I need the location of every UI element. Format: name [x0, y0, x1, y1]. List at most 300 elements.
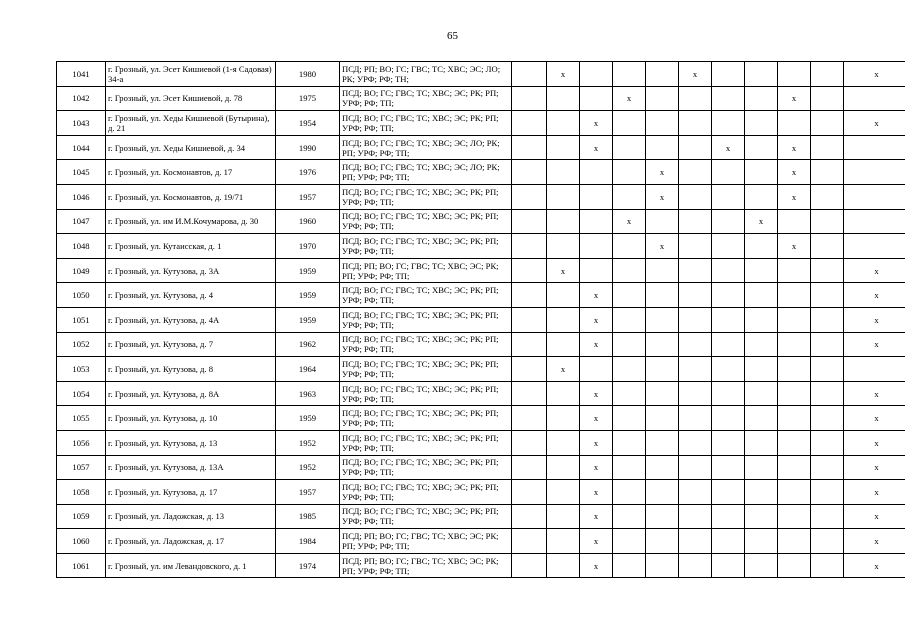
- empty-cell: [646, 480, 679, 505]
- empty-cell: [580, 160, 613, 185]
- empty-cell: [811, 332, 844, 357]
- empty-cell: [712, 184, 745, 209]
- address-cell-text: г. Грозный, ул. Кутузова, д. 8: [108, 363, 214, 374]
- empty-cell: [811, 307, 844, 332]
- mark-cell: x: [646, 160, 679, 185]
- empty-cell: [679, 455, 712, 480]
- empty-cell: [547, 455, 580, 480]
- table-row: [57, 332, 905, 357]
- mark-cell: x: [580, 307, 613, 332]
- address-cell-text: г. Грозный, ул. Кутузова, д. 7: [108, 339, 214, 350]
- systems-cell-text: ПСД; ВО; ГС; ГВС; ТС; ХВС; ЭС; РК; РП; УРФ; РФ; ТП;: [342, 235, 499, 256]
- empty-cell: [844, 135, 905, 160]
- empty-cell: [646, 62, 679, 87]
- empty-cell: [778, 504, 811, 529]
- empty-cell: [778, 529, 811, 554]
- table-row: [57, 553, 905, 578]
- empty-cell: [646, 406, 679, 431]
- address-cell: [106, 283, 276, 308]
- empty-cell: [512, 430, 547, 455]
- address-cell: [106, 184, 276, 209]
- empty-cell: [613, 307, 646, 332]
- empty-cell: [613, 357, 646, 382]
- empty-cell: [512, 111, 547, 136]
- systems-cell: [340, 357, 512, 382]
- table-row: [57, 357, 905, 382]
- address-cell: [106, 234, 276, 259]
- empty-cell: [811, 86, 844, 111]
- empty-cell: [646, 307, 679, 332]
- empty-cell: [811, 381, 844, 406]
- year-cell: 1985: [276, 504, 340, 529]
- empty-cell: [745, 184, 778, 209]
- empty-cell: [712, 553, 745, 578]
- address-cell-text: г. Грозный, ул. Кутаисская, д. 1: [108, 240, 222, 251]
- empty-cell: [811, 357, 844, 382]
- empty-cell: [547, 553, 580, 578]
- empty-cell: [745, 357, 778, 382]
- mark-cell: x: [778, 184, 811, 209]
- row-number-cell: 1048: [57, 234, 106, 259]
- empty-cell: [778, 381, 811, 406]
- empty-cell: [679, 209, 712, 234]
- systems-cell: [340, 209, 512, 234]
- row-number-cell: 1059: [57, 504, 106, 529]
- mark-cell: x: [580, 504, 613, 529]
- empty-cell: [679, 406, 712, 431]
- empty-cell: [745, 160, 778, 185]
- systems-cell: [340, 480, 512, 505]
- systems-cell: [340, 62, 512, 87]
- systems-cell-text: ПСД; ВО; ГС; ГВС; ТС; ХВС; ЭС; РК; РП; УРФ; РФ; ТП;: [342, 186, 499, 207]
- address-cell-text: г. Грозный, ул. Космонавтов, д. 19/71: [108, 191, 244, 202]
- table-row: [57, 381, 905, 406]
- row-number-cell: 1058: [57, 480, 106, 505]
- address-cell: [106, 135, 276, 160]
- empty-cell: [712, 307, 745, 332]
- address-cell-text: г. Грозный, ул. Кутузова, д. 10: [108, 413, 218, 424]
- empty-cell: [512, 504, 547, 529]
- empty-cell: [547, 234, 580, 259]
- empty-cell: [745, 111, 778, 136]
- empty-cell: [811, 234, 844, 259]
- empty-cell: [646, 283, 679, 308]
- empty-cell: [646, 86, 679, 111]
- empty-cell: [547, 86, 580, 111]
- empty-cell: [646, 135, 679, 160]
- empty-cell: [712, 234, 745, 259]
- address-cell: [106, 430, 276, 455]
- address-cell: [106, 406, 276, 431]
- row-number-cell: 1055: [57, 406, 106, 431]
- systems-cell: [340, 504, 512, 529]
- address-cell-text: г. Грозный, ул. Космонавтов, д. 17: [108, 167, 233, 178]
- empty-cell: [547, 504, 580, 529]
- mark-cell: x: [844, 430, 905, 455]
- empty-cell: [679, 480, 712, 505]
- empty-cell: [712, 283, 745, 308]
- row-number-cell: 1042: [57, 86, 106, 111]
- empty-cell: [712, 160, 745, 185]
- empty-cell: [811, 258, 844, 283]
- systems-cell-text: ПСД; ВО; ГС; ГВС; ТС; ХВС; ЭС; РК; РП; УРФ; РФ; ТП;: [342, 506, 499, 527]
- systems-cell-text: ПСД; ВО; ГС; ГВС; ТС; ХВС; ЭС; РК; РП; УРФ; РФ; ТП;: [342, 88, 499, 109]
- systems-cell: [340, 283, 512, 308]
- mark-cell: x: [844, 258, 905, 283]
- table-row: [57, 160, 905, 185]
- empty-cell: [646, 111, 679, 136]
- mark-cell: x: [580, 529, 613, 554]
- systems-cell: [340, 86, 512, 111]
- empty-cell: [613, 184, 646, 209]
- table-row: [57, 209, 905, 234]
- systems-cell-text: ПСД; ВО; ГС; ГВС; ТС; ХВС; ЭС; РК; РП; УРФ; РФ; ТП;: [342, 432, 499, 453]
- empty-cell: [613, 234, 646, 259]
- empty-cell: [512, 184, 547, 209]
- empty-cell: [745, 430, 778, 455]
- empty-cell: [512, 135, 547, 160]
- systems-cell: [340, 135, 512, 160]
- mark-cell: x: [844, 307, 905, 332]
- empty-cell: [712, 406, 745, 431]
- empty-cell: [811, 209, 844, 234]
- empty-cell: [613, 480, 646, 505]
- empty-cell: [745, 258, 778, 283]
- row-number-cell: 1043: [57, 111, 106, 136]
- row-number-cell: 1057: [57, 455, 106, 480]
- empty-cell: [613, 135, 646, 160]
- empty-cell: [844, 160, 905, 185]
- address-cell-text: г. Грозный, ул. Кутузова, д. 17: [108, 486, 218, 497]
- empty-cell: [778, 406, 811, 431]
- address-cell-text: г. Грозный, ул. Кутузова, д. 8А: [108, 388, 220, 399]
- empty-cell: [547, 209, 580, 234]
- address-cell-text: г. Грозный, ул. Кутузова, д. 13: [108, 437, 218, 448]
- address-cell-text: г. Грозный, ул. Хеды Кишиевой (Бутырина), д. 21: [108, 112, 270, 133]
- empty-cell: [811, 283, 844, 308]
- year-cell: 1990: [276, 135, 340, 160]
- empty-cell: [778, 332, 811, 357]
- systems-cell-text: ПСД; РП; ВО; ГС; ГВС; ТС; ХВС; ЭС; РК; РП; УРФ; РФ; ТП;: [342, 260, 499, 281]
- systems-cell: [340, 381, 512, 406]
- row-number-cell: 1061: [57, 553, 106, 578]
- empty-cell: [811, 480, 844, 505]
- mark-cell: x: [844, 381, 905, 406]
- empty-cell: [679, 504, 712, 529]
- mark-cell: x: [844, 529, 905, 554]
- mark-cell: x: [844, 504, 905, 529]
- empty-cell: [712, 381, 745, 406]
- systems-cell-text: ПСД; ВО; ГС; ГВС; ТС; ХВС; ЭС; ЛО; РК; РП; УРФ; РФ; ТП;: [342, 137, 500, 158]
- table-row: [57, 430, 905, 455]
- empty-cell: [778, 283, 811, 308]
- empty-cell: [580, 184, 613, 209]
- empty-cell: [547, 430, 580, 455]
- row-number-cell: 1045: [57, 160, 106, 185]
- mark-cell: x: [646, 234, 679, 259]
- empty-cell: [613, 283, 646, 308]
- empty-cell: [512, 160, 547, 185]
- systems-cell-text: ПСД; ВО; ГС; ГВС; ТС; ХВС; ЭС; РК; РП; УРФ; РФ; ТП;: [342, 309, 499, 330]
- systems-cell-text: ПСД; ВО; ГС; ГВС; ТС; ХВС; ЭС; РК; РП; УРФ; РФ; ТП;: [342, 112, 499, 133]
- empty-cell: [745, 480, 778, 505]
- systems-cell: [340, 430, 512, 455]
- row-number-cell: 1053: [57, 357, 106, 382]
- empty-cell: [745, 406, 778, 431]
- empty-cell: [679, 381, 712, 406]
- empty-cell: [580, 234, 613, 259]
- empty-cell: [512, 381, 547, 406]
- mark-cell: x: [580, 381, 613, 406]
- year-cell: 1980: [276, 62, 340, 87]
- empty-cell: [512, 283, 547, 308]
- systems-cell-text: ПСД; РП; ВО; ГС; ГВС; ТС; ХВС; ЭС; ЛО; РК; УРФ; РФ; ТН;: [342, 63, 501, 84]
- year-cell: 1959: [276, 307, 340, 332]
- address-cell-text: г. Грозный, ул. им И.М.Кочумарова, д. 30: [108, 216, 259, 227]
- empty-cell: [580, 357, 613, 382]
- empty-cell: [745, 504, 778, 529]
- empty-cell: [712, 209, 745, 234]
- empty-cell: [679, 553, 712, 578]
- systems-cell-text: ПСД; ВО; ГС; ГВС; ТС; ХВС; ЭС; РК; РП; УРФ; РФ; ТП;: [342, 408, 499, 429]
- empty-cell: [547, 283, 580, 308]
- mark-cell: x: [580, 135, 613, 160]
- year-cell: 1954: [276, 111, 340, 136]
- empty-cell: [512, 529, 547, 554]
- empty-cell: [778, 357, 811, 382]
- year-cell: 1959: [276, 258, 340, 283]
- empty-cell: [512, 406, 547, 431]
- address-cell-text: г. Грозный, ул. Ладожская, д. 13: [108, 511, 225, 522]
- systems-cell: [340, 160, 512, 185]
- year-cell: 1975: [276, 86, 340, 111]
- mark-cell: x: [613, 86, 646, 111]
- empty-cell: [811, 529, 844, 554]
- systems-cell-text: ПСД; ВО; ГС; ГВС; ТС; ХВС; ЭС; ЛО; РК; РП; УРФ; РФ; ТП;: [342, 162, 500, 183]
- mark-cell: x: [778, 86, 811, 111]
- systems-cell-text: ПСД; ВО; ГС; ГВС; ТС; ХВС; ЭС; РК; РП; УРФ; РФ; ТП;: [342, 457, 499, 478]
- systems-cell: [340, 234, 512, 259]
- empty-cell: [778, 209, 811, 234]
- table-row: [57, 111, 905, 136]
- empty-cell: [547, 332, 580, 357]
- empty-cell: [679, 332, 712, 357]
- address-cell-text: г. Грозный, ул. Кутузова, д. 4А: [108, 314, 220, 325]
- systems-cell: [340, 332, 512, 357]
- row-number-cell: 1047: [57, 209, 106, 234]
- empty-cell: [646, 455, 679, 480]
- address-cell: [106, 86, 276, 111]
- empty-cell: [646, 504, 679, 529]
- mark-cell: x: [844, 406, 905, 431]
- empty-cell: [712, 529, 745, 554]
- address-cell: [106, 357, 276, 382]
- empty-cell: [811, 135, 844, 160]
- mark-cell: x: [712, 135, 745, 160]
- empty-cell: [844, 184, 905, 209]
- empty-cell: [778, 111, 811, 136]
- address-cell: [106, 332, 276, 357]
- systems-cell-text: ПСД; ВО; ГС; ГВС; ТС; ХВС; ЭС; РК; РП; УРФ; РФ; ТП;: [342, 285, 499, 306]
- empty-cell: [580, 62, 613, 87]
- empty-cell: [613, 553, 646, 578]
- row-number-cell: 1054: [57, 381, 106, 406]
- empty-cell: [646, 381, 679, 406]
- row-number-cell: 1046: [57, 184, 106, 209]
- table-row: [57, 406, 905, 431]
- empty-cell: [811, 184, 844, 209]
- empty-cell: [778, 553, 811, 578]
- empty-cell: [646, 332, 679, 357]
- year-cell: 1963: [276, 381, 340, 406]
- table-row: [57, 135, 905, 160]
- empty-cell: [512, 455, 547, 480]
- mark-cell: x: [778, 234, 811, 259]
- year-cell: 1964: [276, 357, 340, 382]
- systems-cell: [340, 529, 512, 554]
- systems-cell-text: ПСД; РП; ВО; ГС; ГВС; ТС; ХВС; ЭС; РК; РП; УРФ; РФ; ТП;: [342, 531, 499, 552]
- empty-cell: [512, 307, 547, 332]
- mark-cell: x: [844, 111, 905, 136]
- address-cell-text: г. Грозный, ул. Кутузова, д. 13А: [108, 462, 224, 473]
- mark-cell: x: [547, 62, 580, 87]
- row-number-cell: 1049: [57, 258, 106, 283]
- empty-cell: [712, 258, 745, 283]
- empty-cell: [679, 135, 712, 160]
- empty-cell: [811, 455, 844, 480]
- systems-cell: [340, 553, 512, 578]
- table-row: [57, 307, 905, 332]
- address-cell: [106, 381, 276, 406]
- row-number-cell: 1060: [57, 529, 106, 554]
- empty-cell: [844, 357, 905, 382]
- empty-cell: [547, 111, 580, 136]
- empty-cell: [679, 111, 712, 136]
- address-cell-text: г. Грозный, ул. им Левандовского, д. 1: [108, 560, 247, 571]
- mark-cell: x: [547, 258, 580, 283]
- systems-cell-text: ПСД; ВО; ГС; ГВС; ТС; ХВС; ЭС; РК; РП; УРФ; РФ; ТП;: [342, 334, 499, 355]
- year-cell: 1970: [276, 234, 340, 259]
- empty-cell: [646, 209, 679, 234]
- empty-cell: [844, 209, 905, 234]
- empty-cell: [745, 381, 778, 406]
- table-row: [57, 480, 905, 505]
- mark-cell: x: [580, 283, 613, 308]
- systems-cell: [340, 307, 512, 332]
- empty-cell: [745, 455, 778, 480]
- empty-cell: [712, 455, 745, 480]
- address-cell-text: г. Грозный, ул. Эсет Кишиевой, д. 78: [108, 93, 243, 104]
- empty-cell: [712, 357, 745, 382]
- empty-cell: [580, 209, 613, 234]
- empty-cell: [712, 504, 745, 529]
- empty-cell: [811, 504, 844, 529]
- systems-cell: [340, 111, 512, 136]
- empty-cell: [778, 480, 811, 505]
- empty-cell: [811, 62, 844, 87]
- year-cell: 1952: [276, 430, 340, 455]
- empty-cell: [613, 504, 646, 529]
- empty-cell: [745, 234, 778, 259]
- empty-cell: [811, 406, 844, 431]
- systems-cell-text: ПСД; РП; ВО; ГС; ГВС; ТС; ХВС; ЭС; РК; РП; УРФ; РФ; ТП;: [342, 555, 499, 576]
- empty-cell: [547, 406, 580, 431]
- mark-cell: x: [580, 111, 613, 136]
- empty-cell: [712, 86, 745, 111]
- empty-cell: [580, 258, 613, 283]
- systems-cell: [340, 258, 512, 283]
- empty-cell: [679, 184, 712, 209]
- address-cell: [106, 62, 276, 87]
- table-row: [57, 504, 905, 529]
- mark-cell: x: [679, 62, 712, 87]
- address-cell: [106, 111, 276, 136]
- table-row: [57, 529, 905, 554]
- year-cell: 1957: [276, 480, 340, 505]
- year-cell: 1960: [276, 209, 340, 234]
- empty-cell: [613, 381, 646, 406]
- address-cell: [106, 504, 276, 529]
- empty-cell: [613, 529, 646, 554]
- year-cell: 1984: [276, 529, 340, 554]
- empty-cell: [580, 86, 613, 111]
- empty-cell: [512, 258, 547, 283]
- row-number-cell: 1041: [57, 62, 106, 87]
- table-row: [57, 62, 905, 87]
- empty-cell: [745, 135, 778, 160]
- mark-cell: x: [745, 209, 778, 234]
- empty-cell: [613, 455, 646, 480]
- empty-cell: [512, 553, 547, 578]
- year-cell: 1957: [276, 184, 340, 209]
- empty-cell: [745, 283, 778, 308]
- row-number-cell: 1044: [57, 135, 106, 160]
- empty-cell: [778, 455, 811, 480]
- housing-registry-table: [56, 61, 905, 578]
- empty-cell: [547, 160, 580, 185]
- row-number-cell: 1051: [57, 307, 106, 332]
- mark-cell: x: [580, 332, 613, 357]
- empty-cell: [811, 160, 844, 185]
- empty-cell: [679, 234, 712, 259]
- empty-cell: [679, 283, 712, 308]
- address-cell: [106, 529, 276, 554]
- mark-cell: x: [844, 455, 905, 480]
- systems-cell: [340, 406, 512, 431]
- address-cell: [106, 553, 276, 578]
- mark-cell: x: [580, 406, 613, 431]
- address-cell-text: г. Грозный, ул. Хеды Кишиевой, д. 34: [108, 142, 246, 153]
- systems-cell-text: ПСД; ВО; ГС; ГВС; ТС; ХВС; ЭС; РК; РП; УРФ; РФ; ТП;: [342, 211, 499, 232]
- address-cell: [106, 480, 276, 505]
- empty-cell: [512, 332, 547, 357]
- empty-cell: [679, 529, 712, 554]
- table-row: [57, 455, 905, 480]
- empty-cell: [844, 234, 905, 259]
- row-number-cell: 1056: [57, 430, 106, 455]
- address-cell: [106, 307, 276, 332]
- table-row: [57, 258, 905, 283]
- empty-cell: [613, 258, 646, 283]
- empty-cell: [712, 332, 745, 357]
- empty-cell: [745, 62, 778, 87]
- mark-cell: x: [778, 135, 811, 160]
- empty-cell: [679, 160, 712, 185]
- mark-cell: x: [646, 184, 679, 209]
- year-cell: 1962: [276, 332, 340, 357]
- empty-cell: [512, 86, 547, 111]
- empty-cell: [512, 480, 547, 505]
